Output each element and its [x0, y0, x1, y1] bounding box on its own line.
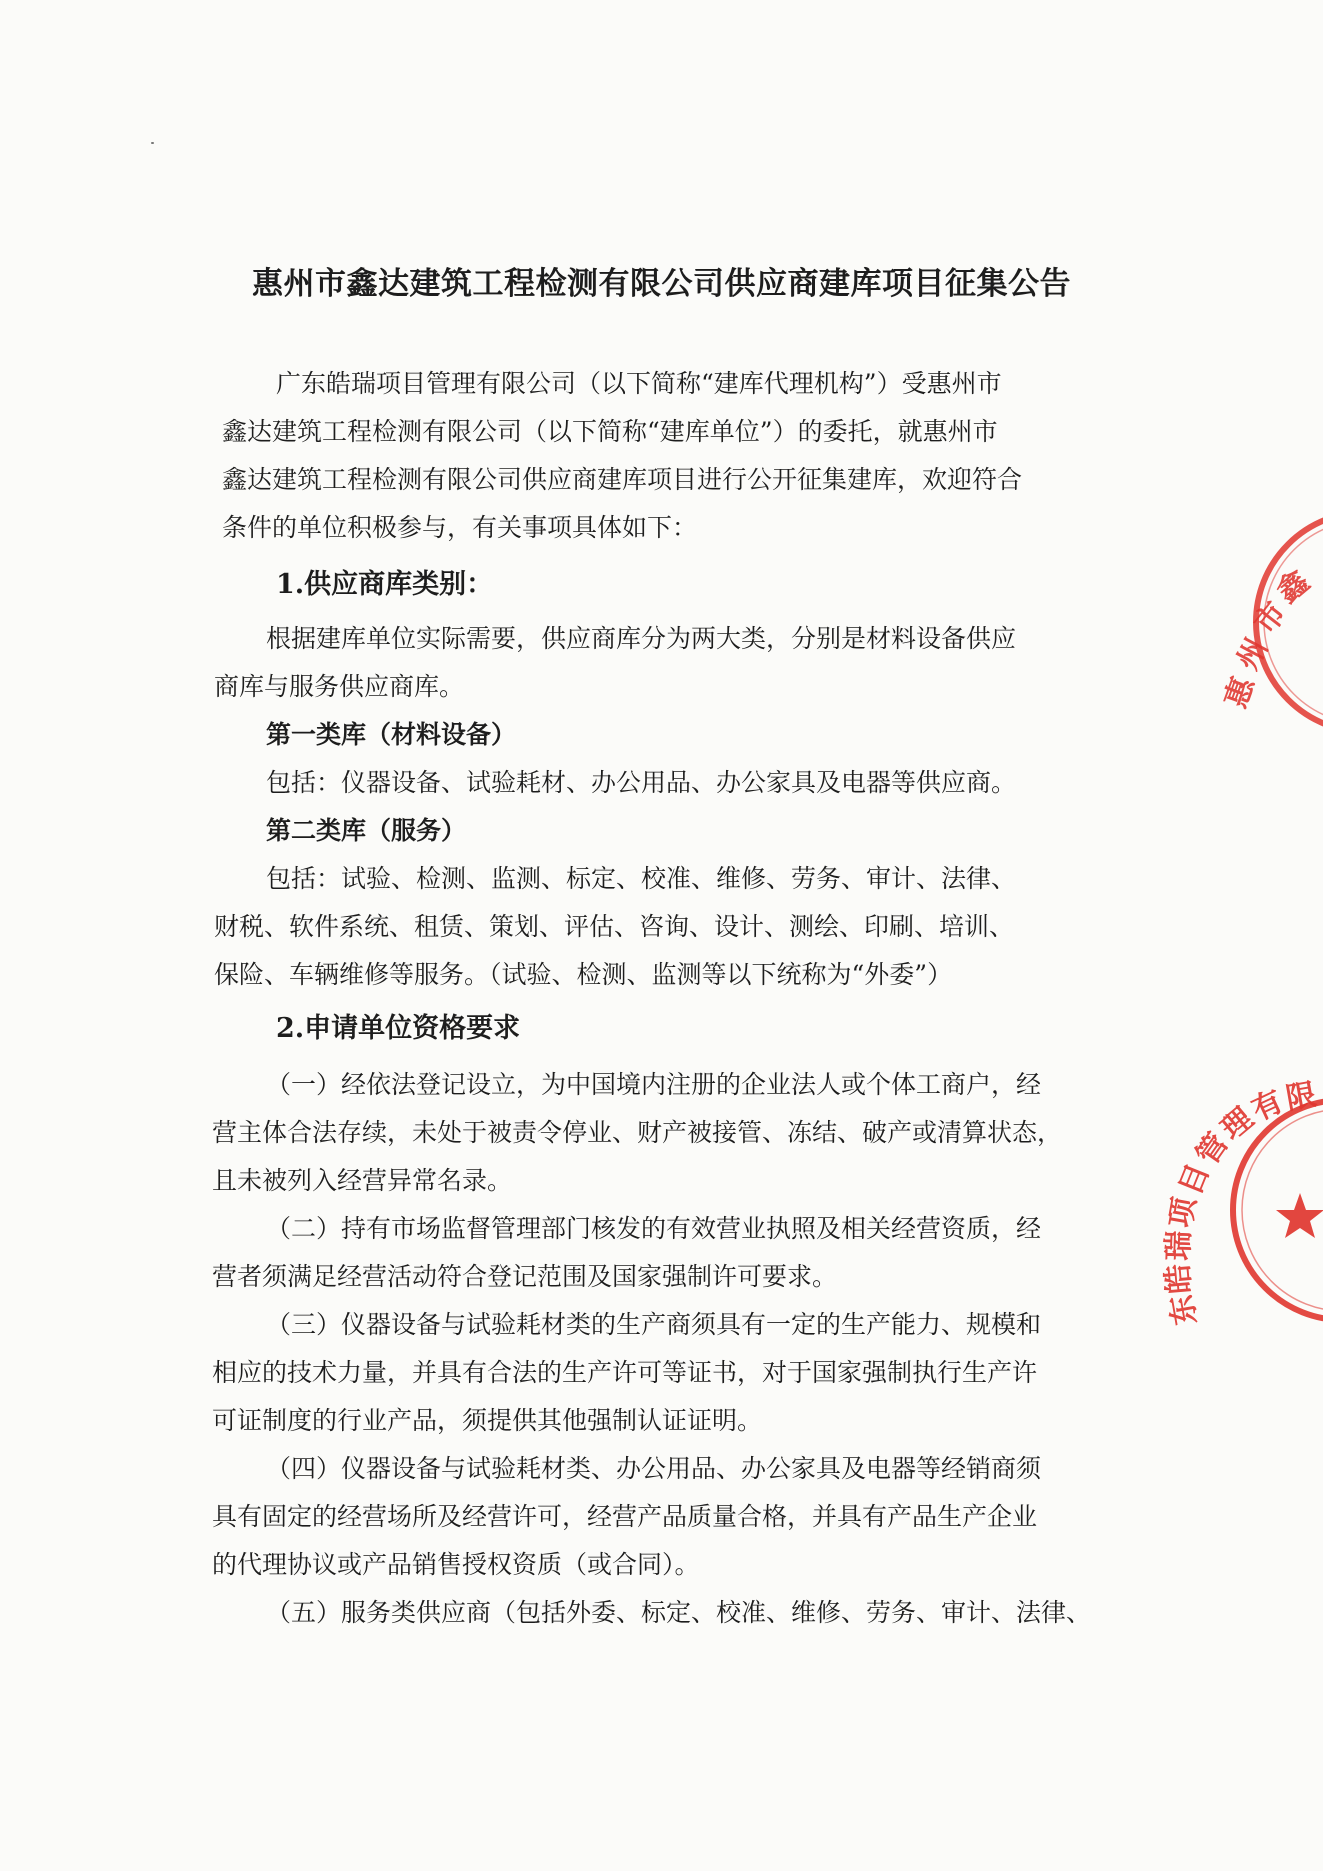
document-title: 惠州市鑫达建筑工程检测有限公司供应商建库项目征集公告 [252, 266, 1071, 302]
section1-heading: 1.供应商库类别： [276, 569, 494, 600]
seal-char: 项 [1163, 1194, 1204, 1231]
seal-char: 有 [1246, 1083, 1289, 1129]
requirement-line: （四）仪器设备与试验耗材类、办公用品、办公家具及电器等经销商须 [266, 1454, 1042, 1483]
seal-char: 瑞 [1161, 1230, 1198, 1262]
requirement-line: 且未被列入经营异常名录。 [212, 1166, 513, 1195]
seal-char: 限 [1283, 1077, 1319, 1117]
requirement-line: （一）经依法登记设立，为中国境内注册的企业法人或个体工商户，经 [266, 1070, 1042, 1099]
section1-para-line: 商库与服务供应商库。 [214, 672, 465, 701]
requirement-line: （三）仪器设备与试验耗材类的生产商须具有一定的生产能力、规模和 [266, 1310, 1042, 1339]
seal-char: 目 [1172, 1159, 1217, 1200]
company-seal-top [1196, 500, 1323, 740]
requirement-line: 的代理协议或产品销售授权资质（或合同）。 [212, 1550, 700, 1579]
intro-line: 条件的单位积极参与，有关事项具体如下： [222, 513, 698, 542]
seal-char: 惠 [1218, 672, 1262, 713]
scan-speck [151, 142, 154, 144]
category1-title: 第一类库（材料设备） [266, 720, 517, 749]
section2-heading: 2.申请单位资格要求 [276, 1013, 521, 1044]
intro-line: 广东皓瑞项目管理有限公司（以下简称“建库代理机构”）受惠州市 [276, 369, 1002, 398]
seal-char: 皓 [1160, 1262, 1198, 1296]
intro-line: 鑫达建筑工程检测有限公司（以下简称“建库单位”）的委托，就惠州市 [222, 417, 998, 446]
seal-star-icon [1276, 1193, 1323, 1238]
requirement-line: 营者须满足经营活动符合登记范围及国家强制许可要求。 [212, 1262, 838, 1291]
seal-char: 东 [1164, 1292, 1204, 1328]
category2-text-line: 保险、车辆维修等服务。（试验、检测、监测等以下统称为“外委”） [214, 960, 953, 989]
section1-para-line: 根据建库单位实际需要，供应商库分为两大类，分别是材料设备供应 [266, 624, 1017, 653]
category2-text-line: 包括：试验、检测、监测、标定、校准、维修、劳务、审计、法律、 [266, 864, 1017, 893]
category2-text-line: 财税、软件系统、租赁、策划、评估、咨询、设计、测绘、印刷、培训、 [214, 912, 1015, 941]
seal-char: 市 [1247, 595, 1294, 641]
requirement-line: 具有固定的经营场所及经营许可，经营产品质量合格，并具有产品生产企业 [212, 1502, 1038, 1531]
category2-title: 第二类库（服务） [266, 816, 467, 845]
agency-seal-bottom [1160, 1077, 1323, 1335]
requirement-line: （五）服务类供应商（包括外委、标定、校准、维修、劳务、审计、法律、 [266, 1598, 1092, 1627]
requirement-line: 营主体合法存续，未处于被责令停业、财产被接管、冻结、破产或清算状态， [212, 1118, 1063, 1147]
seal-char: 理 [1214, 1101, 1261, 1148]
seal-char: 州 [1230, 632, 1276, 676]
requirement-line: 可证制度的行业产品，须提供其他强制认证证明。 [212, 1406, 763, 1435]
category1-text: 包括：仪器设备、试验耗材、办公用品、办公家具及电器等供应商。 [266, 768, 1017, 797]
seal-char: 管 [1189, 1126, 1236, 1172]
requirement-line: 相应的技术力量，并具有合法的生产许可等证书，对于国家强制执行生产许 [212, 1358, 1038, 1387]
requirement-line: （二）持有市场监督管理部门核发的有效营业执照及相关经营资质，经 [266, 1214, 1042, 1243]
seal-char: 鑫 [1270, 564, 1317, 611]
intro-line: 鑫达建筑工程检测有限公司供应商建库项目进行公开征集建库，欢迎符合 [222, 465, 1023, 494]
